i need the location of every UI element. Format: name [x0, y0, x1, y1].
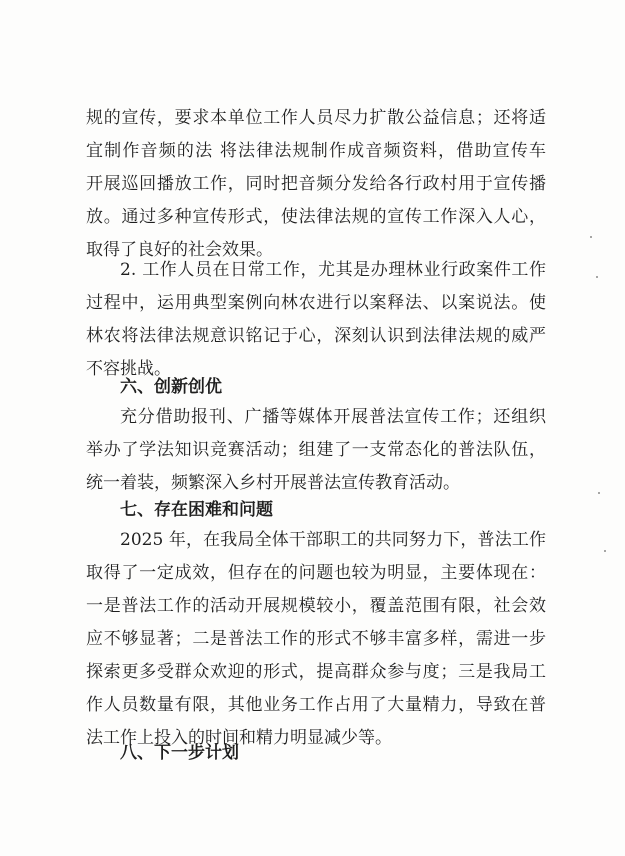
- paragraph-difficulties: [86, 524, 546, 755]
- text-line: 不容挑战。: [86, 359, 171, 379]
- text-line: 取得了良好的社会效果。: [86, 240, 273, 260]
- section-heading-6: 六、创新创优: [120, 377, 222, 397]
- section-heading-8: 八、下一步计划: [120, 743, 239, 763]
- section-heading-7: 七、存在困难和问题: [120, 500, 273, 520]
- text-line: 取得了一定成效，但存在的问题也较为明显，主要体现在：: [86, 563, 546, 583]
- scan-speck: [590, 236, 592, 238]
- text-line: 充分借助报刊、广播等媒体开展普法宣传工作；还组织: [120, 407, 546, 427]
- scan-speck: [596, 276, 598, 278]
- text-line: 一是普法工作的活动开展规模较小，覆盖范围有限，社会效: [86, 596, 546, 616]
- paragraph-item-2: [86, 254, 546, 386]
- text-line: 探索更多受群众欢迎的形式，提高群众参与度；三是我局工: [86, 662, 546, 682]
- text-line: 法工作上投入的时间和精力明显减少等。: [86, 728, 392, 748]
- text-line: 2. 工作人员在日常工作，尤其是办理林业行政案件工作: [120, 260, 546, 280]
- text-line: 放。通过多种宣传形式，使法律法规的宣传工作深入人心，: [86, 207, 546, 227]
- scan-speck: [604, 550, 606, 552]
- scan-speck: [598, 492, 600, 494]
- text-line: 举办了学法知识竞赛活动；组建了一支常态化的普法队伍，: [86, 440, 546, 460]
- text-line: 统一着装，频繁深入乡村开展普法宣传教育活动。: [86, 473, 460, 493]
- paragraph-publicity-continued: [86, 102, 546, 267]
- text-line: 开展巡回播放工作，同时把音频分发给各行政村用于宣传播: [86, 174, 546, 194]
- text-line: 林农将法律法规意识铭记于心，深刻认识到法律法规的威严: [86, 326, 546, 346]
- text-line: 2025 年，在我局全体干部职工的共同努力下，普法工作: [120, 530, 546, 550]
- text-line: 过程中，运用典型案例向林农进行以案释法、以案说法。使: [86, 293, 546, 313]
- text-line: 宜制作音频的法 将法律法规制作成音频资料，借助宣传车: [86, 141, 546, 161]
- text-line: 规的宣传，要求本单位工作人员尽力扩散公益信息；还将适: [86, 108, 546, 128]
- text-line: 应不够显著；二是普法工作的形式不够丰富多样，需进一步: [86, 629, 546, 649]
- paragraph-innovation: [86, 401, 546, 500]
- text-line: 作人员数量有限，其他业务工作占用了大量精力，导致在普: [86, 695, 546, 715]
